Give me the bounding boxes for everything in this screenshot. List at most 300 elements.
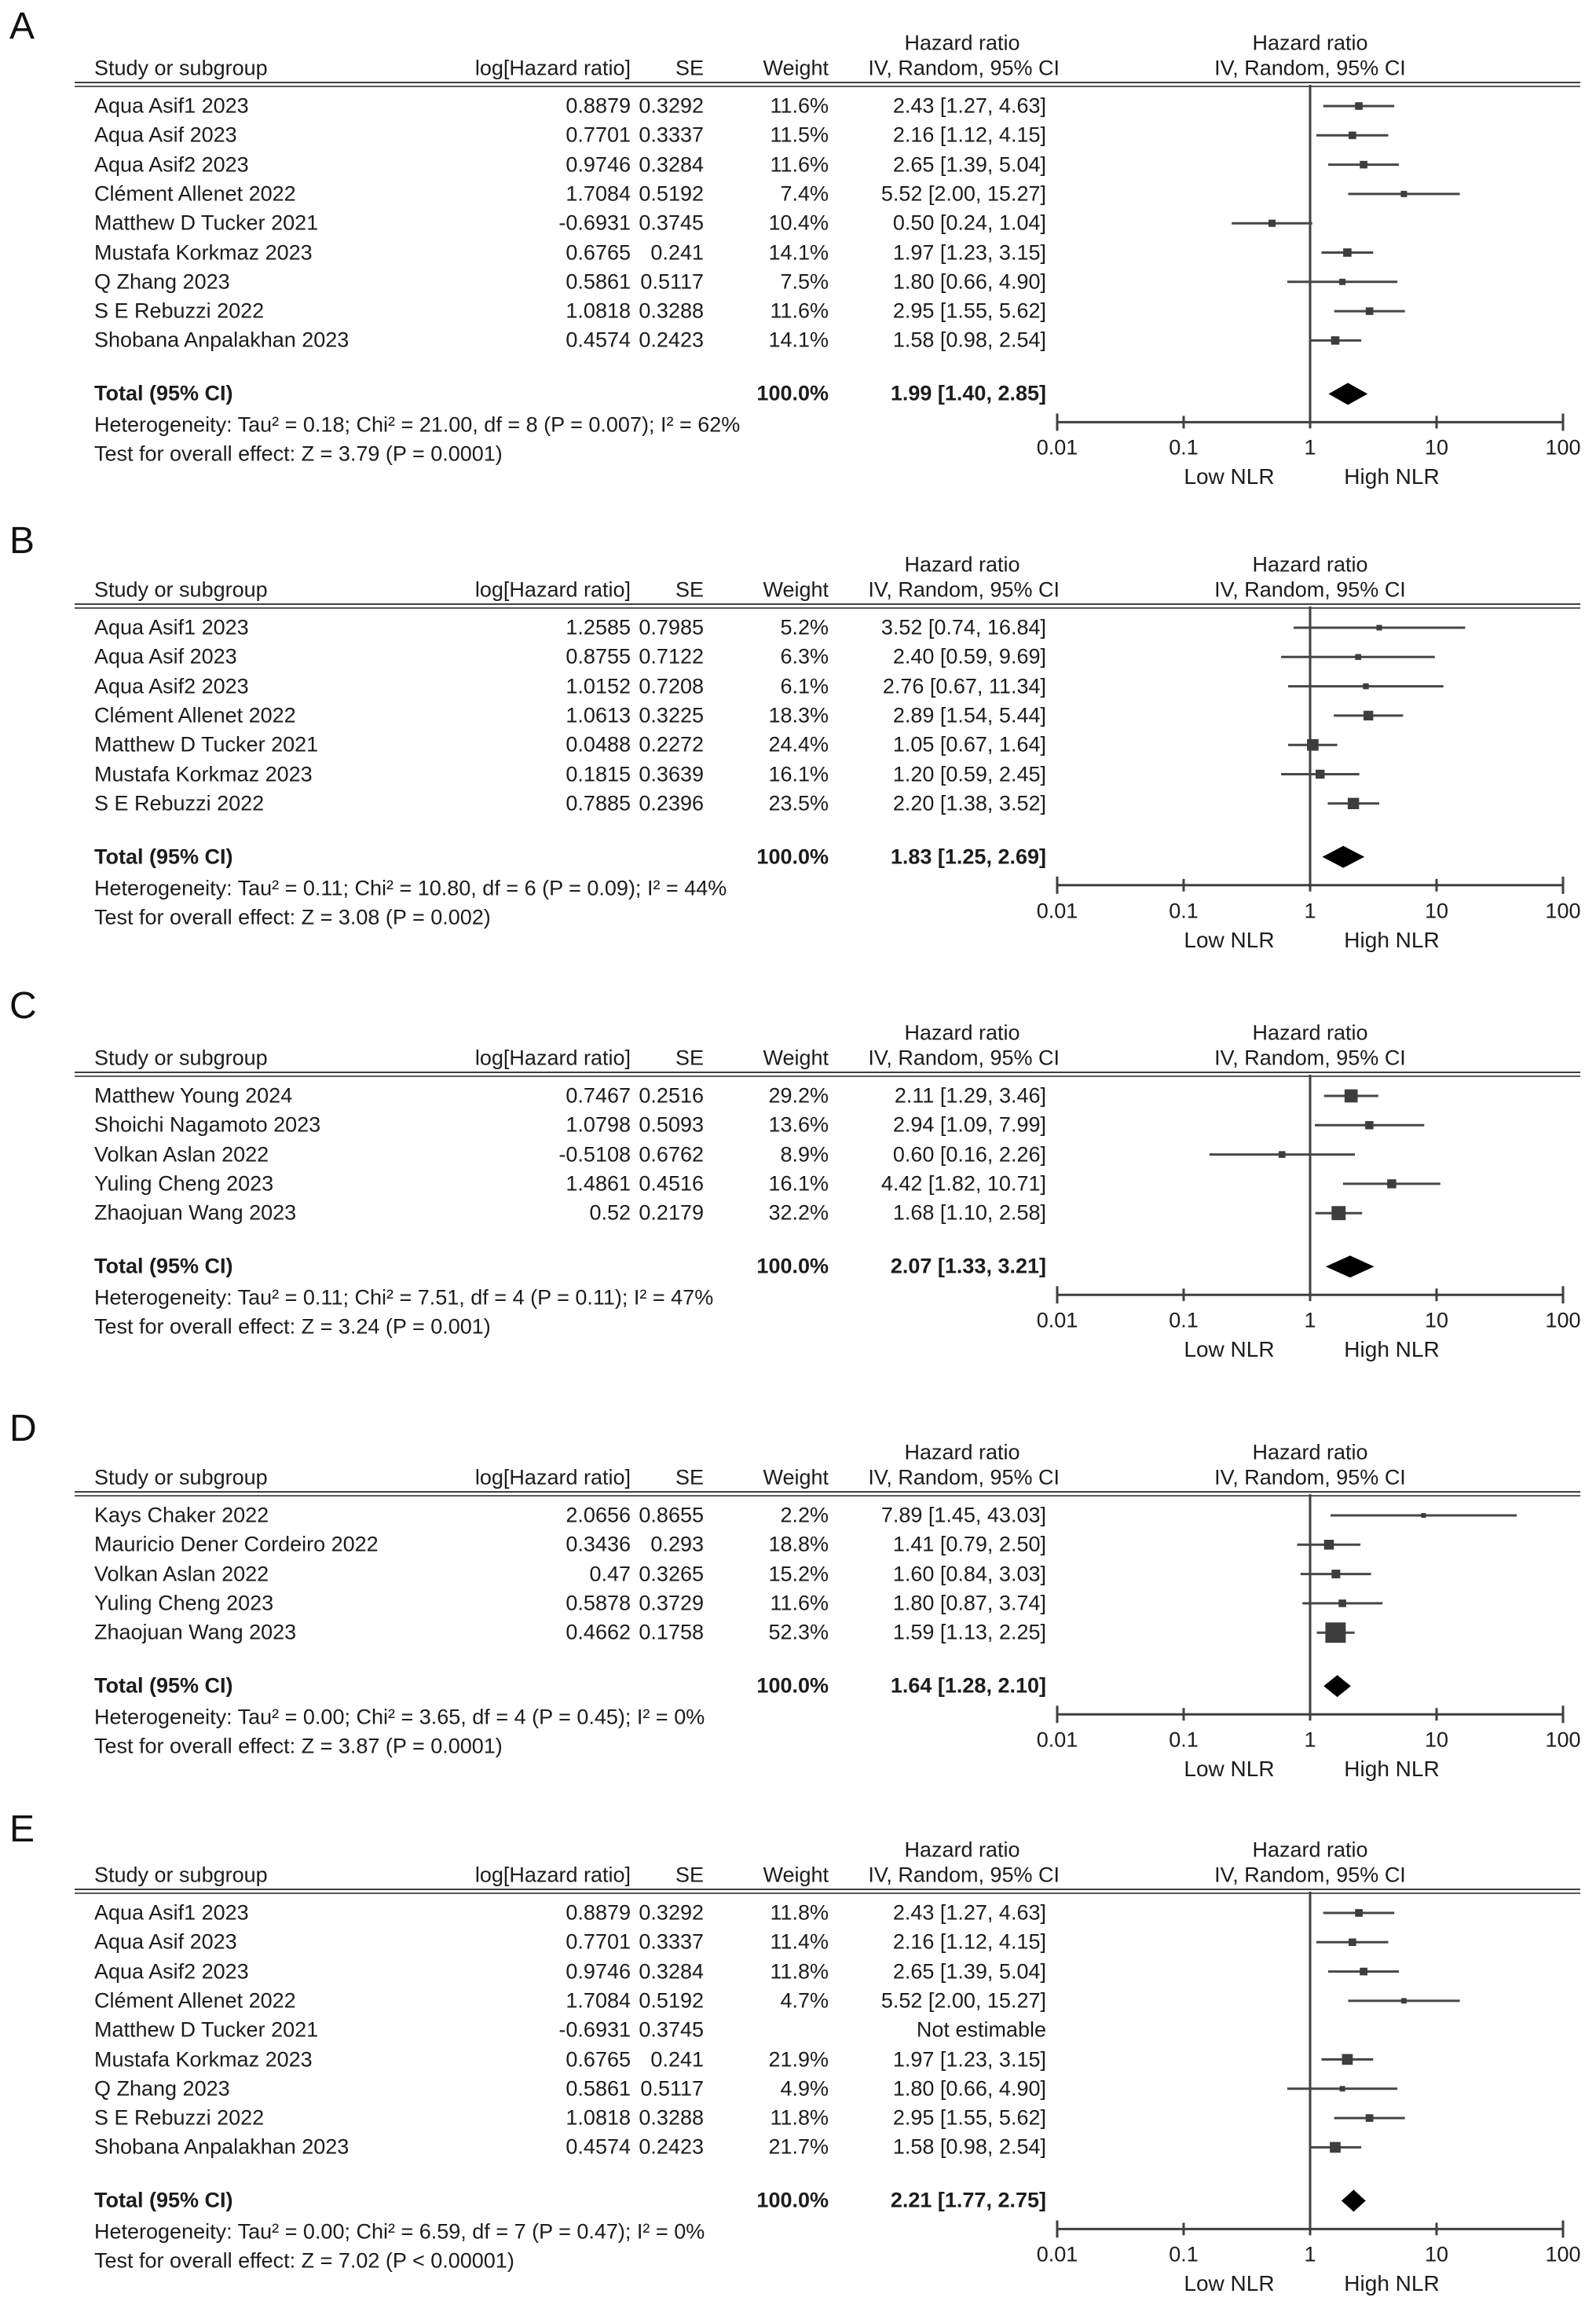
study-name: Aqua Asif 2023	[94, 644, 237, 669]
effect-square	[1401, 1998, 1407, 2003]
weight-value: 21.9%	[768, 2047, 829, 2071]
ci-text: 2.76 [0.67, 11.34]	[882, 674, 1046, 698]
effect-square	[1324, 1540, 1334, 1550]
ci-text: 1.05 [0.67, 1.64]	[892, 732, 1046, 757]
panel-letter: B	[9, 520, 35, 562]
ci-text: 2.43 [1.27, 4.63]	[892, 93, 1046, 118]
weight-value: 11.5%	[770, 123, 829, 147]
study-name: Aqua Asif2 2023	[94, 152, 249, 177]
heterogeneity-text: Heterogeneity: Tau² = 0.00; Chi² = 3.65, df = 4 (P = 0.45); I² = 0%	[94, 1705, 705, 1729]
log-hr-value: 0.4662	[566, 1620, 631, 1644]
ci-text: 2.89 [1.54, 5.44]	[892, 703, 1046, 727]
effect-square	[1339, 279, 1345, 285]
x-axis-tick-label: 10	[1424, 1728, 1449, 1752]
x-axis-tick-label: 0.1	[1169, 899, 1199, 923]
weight-value: 10.4%	[768, 211, 829, 235]
log-hr-value: 0.1815	[566, 762, 631, 786]
log-hr-value: 1.0613	[566, 703, 631, 727]
log-hr-value: 1.7084	[566, 1988, 631, 2013]
se-value: 0.5192	[639, 181, 704, 206]
plot-title: Hazard ratio	[1252, 1020, 1368, 1045]
se-value: 0.2423	[639, 328, 704, 352]
ci-text: 5.52 [2.00, 15.27]	[880, 1988, 1046, 2013]
se-value: 0.3745	[639, 211, 704, 235]
ci-text: 1.59 [1.13, 2.25]	[892, 1620, 1046, 1644]
effect-square	[1345, 1090, 1358, 1103]
study-name: Mustafa Korkmaz 2023	[94, 2047, 313, 2071]
se-value: 0.3292	[639, 1900, 704, 1925]
plot-title: Hazard ratio	[1252, 1838, 1368, 1862]
col-header-weight: Weight	[763, 1863, 829, 1887]
weight-value: 24.4%	[768, 732, 829, 757]
x-axis-tick-label: 0.1	[1169, 2242, 1199, 2266]
log-hr-value: 0.3436	[566, 1532, 631, 1556]
ci-text: 2.95 [1.55, 5.62]	[892, 299, 1046, 323]
ci-text: 2.11 [1.29, 3.46]	[894, 1083, 1046, 1108]
se-value: 0.3284	[639, 1959, 704, 1984]
total-label: Total (95% CI)	[94, 845, 233, 869]
effect-square	[1316, 770, 1324, 779]
ci-text: 2.65 [1.39, 5.04]	[892, 152, 1046, 177]
forest-plot-panel-A	[1021, 85, 1596, 434]
weight-value: 4.9%	[780, 2076, 829, 2101]
se-value: 0.3225	[639, 703, 704, 727]
x-axis-tick-label: 10	[1424, 2242, 1449, 2266]
se-value: 0.3265	[639, 1562, 704, 1586]
weight-value: 11.4%	[770, 1929, 829, 1954]
x-axis-tick-label: 1	[1304, 899, 1316, 923]
weight-value: 15.2%	[768, 1562, 829, 1586]
se-value: 0.3288	[639, 299, 704, 323]
total-ci-text: 2.07 [1.33, 3.21]	[890, 1254, 1046, 1278]
effect-square	[1279, 1151, 1286, 1158]
x-axis-tick-label: 0.1	[1169, 1308, 1199, 1332]
log-hr-value: 0.9746	[566, 152, 631, 177]
ci-text: 1.60 [0.84, 3.03]	[892, 1562, 1046, 1586]
ci-text: 2.95 [1.55, 5.62]	[892, 2105, 1046, 2130]
overall-effect-text: Test for overall effect: Z = 3.08 (P = 0.002)	[94, 905, 491, 929]
col-header-study: Study or subgroup	[94, 56, 268, 80]
effect-square	[1364, 711, 1373, 720]
x-axis-tick-label: 100	[1545, 435, 1581, 460]
se-value: 0.3337	[639, 1929, 704, 1954]
total-weight: 100.0%	[756, 2188, 829, 2212]
se-value: 0.2272	[639, 732, 704, 757]
se-value: 0.5192	[639, 1988, 704, 2013]
se-value: 0.3288	[639, 2105, 704, 2130]
plot-subtitle: IV, Random, 95% CI	[1214, 577, 1406, 602]
total-weight: 100.0%	[756, 845, 829, 869]
col-header-weight: Weight	[763, 56, 829, 80]
col-header-weight: Weight	[763, 1046, 829, 1070]
log-hr-value: 0.8755	[566, 644, 631, 669]
col-header-study: Study or subgroup	[94, 577, 268, 602]
se-value: 0.3729	[639, 1591, 704, 1615]
forest-plot-panel-C	[1021, 1075, 1596, 1307]
pooled-diamond	[1342, 2189, 1366, 2211]
col-header-study: Study or subgroup	[94, 1046, 268, 1070]
log-hr-value: -0.5108	[558, 1142, 631, 1167]
ci-text: 7.89 [1.45, 43.03]	[880, 1503, 1046, 1527]
col-header-log-hr: log[Hazard ratio]	[474, 1465, 631, 1489]
se-value: 0.1758	[639, 1620, 704, 1644]
forest-plot-panel-B	[1021, 606, 1596, 898]
weight-value: 11.8%	[770, 1959, 829, 1984]
log-hr-value: 0.4574	[566, 2134, 631, 2159]
axis-label-low-nlr: Low NLR	[1184, 2271, 1275, 2296]
study-name: Q Zhang 2023	[94, 2076, 230, 2101]
effect-square	[1340, 2086, 1345, 2091]
total-ci-text: 1.83 [1.25, 2.69]	[890, 845, 1046, 869]
weight-value: 16.1%	[768, 1171, 829, 1196]
study-name: Matthew D Tucker 2021	[94, 2017, 319, 2042]
col-header-hazard-ratio-title: Hazard ratio	[904, 1838, 1020, 1862]
se-value: 0.3337	[639, 123, 704, 147]
study-name: Aqua Asif1 2023	[94, 1900, 249, 1925]
col-header-ci: IV, Random, 95% CI	[868, 1465, 1060, 1489]
se-value: 0.4516	[639, 1171, 704, 1196]
log-hr-value: 0.8879	[566, 1900, 631, 1925]
log-hr-value: 0.5861	[566, 269, 631, 294]
log-hr-value: 2.0656	[566, 1503, 631, 1527]
effect-square	[1366, 2114, 1374, 2122]
log-hr-value: 0.4574	[566, 328, 631, 352]
effect-square	[1421, 1513, 1426, 1518]
effect-square	[1366, 307, 1374, 315]
se-value: 0.2179	[639, 1200, 704, 1225]
study-name: Matthew D Tucker 2021	[94, 211, 319, 235]
log-hr-value: 0.7467	[566, 1083, 631, 1108]
weight-value: 11.6%	[770, 152, 829, 177]
col-header-log-hr: log[Hazard ratio]	[474, 1863, 631, 1887]
ci-text: 1.80 [0.87, 3.74]	[892, 1591, 1046, 1615]
se-value: 0.5117	[640, 269, 704, 294]
axis-label-high-nlr: High NLR	[1344, 1337, 1440, 1362]
study-name: S E Rebuzzi 2022	[94, 299, 265, 323]
effect-square	[1348, 798, 1359, 809]
x-axis-tick-label: 10	[1424, 435, 1449, 460]
weight-value: 21.7%	[768, 2134, 829, 2159]
col-header-hazard-ratio-title: Hazard ratio	[904, 552, 1020, 577]
plot-subtitle: IV, Random, 95% CI	[1214, 1465, 1406, 1489]
se-value: 0.2423	[639, 2134, 704, 2159]
ci-text: 2.94 [1.09, 7.99]	[892, 1112, 1046, 1137]
study-name: Yuling Cheng 2023	[94, 1591, 274, 1615]
plot-subtitle: IV, Random, 95% CI	[1214, 56, 1406, 80]
log-hr-value: 0.0488	[566, 732, 631, 757]
x-axis-tick-label: 0.1	[1169, 435, 1199, 460]
axis-label-high-nlr: High NLR	[1344, 464, 1440, 489]
ci-text: 2.40 [0.59, 9.69]	[892, 644, 1046, 669]
effect-square	[1331, 1570, 1340, 1578]
x-axis-tick-label: 10	[1424, 899, 1449, 923]
forest-plot-panel-E	[1021, 1892, 1596, 2241]
col-header-study: Study or subgroup	[94, 1863, 268, 1887]
study-name: Volkan Aslan 2022	[94, 1562, 269, 1586]
x-axis-tick-label: 0.01	[1036, 435, 1078, 460]
total-label: Total (95% CI)	[94, 1254, 233, 1278]
heterogeneity-text: Heterogeneity: Tau² = 0.00; Chi² = 6.59, df = 7 (P = 0.47); I² = 0%	[94, 2219, 705, 2244]
weight-value: 8.9%	[780, 1142, 829, 1167]
heterogeneity-text: Heterogeneity: Tau² = 0.11; Chi² = 7.51, df = 4 (P = 0.11); I² = 47%	[94, 1285, 714, 1310]
weight-value: 14.1%	[768, 240, 829, 264]
effect-square	[1365, 1121, 1373, 1129]
panel-letter: A	[9, 5, 35, 47]
se-value: 0.3639	[639, 762, 704, 786]
log-hr-value: 0.5878	[566, 1591, 631, 1615]
col-header-ci: IV, Random, 95% CI	[868, 577, 1060, 602]
study-name: Clément Allenet 2022	[94, 703, 296, 727]
axis-label-low-nlr: Low NLR	[1184, 1757, 1275, 1782]
effect-square	[1331, 1206, 1345, 1220]
effect-square	[1376, 625, 1382, 630]
col-header-se: SE	[675, 1465, 704, 1489]
log-hr-value: 0.9746	[566, 1959, 631, 1984]
axis-label-high-nlr: High NLR	[1344, 2271, 1440, 2296]
study-name: Yuling Cheng 2023	[94, 1171, 274, 1196]
effect-square	[1349, 1939, 1356, 1947]
study-name: Aqua Asif 2023	[94, 123, 237, 147]
effect-square	[1349, 132, 1356, 140]
col-header-ci: IV, Random, 95% CI	[868, 1046, 1060, 1070]
total-weight: 100.0%	[756, 1673, 829, 1698]
col-header-hazard-ratio-title: Hazard ratio	[904, 31, 1020, 55]
weight-value: 16.1%	[768, 762, 829, 786]
col-header-ci: IV, Random, 95% CI	[868, 1863, 1060, 1887]
x-axis-tick-label: 1	[1304, 1728, 1316, 1752]
study-name: Shobana Anpalakhan 2023	[94, 2134, 350, 2159]
study-name: Aqua Asif2 2023	[94, 674, 249, 698]
effect-square	[1355, 1909, 1363, 1917]
se-value: 0.293	[650, 1532, 704, 1556]
overall-effect-text: Test for overall effect: Z = 3.79 (P = 0.0001)	[94, 442, 503, 466]
log-hr-value: 0.47	[589, 1562, 631, 1586]
se-value: 0.5093	[639, 1112, 704, 1137]
log-hr-value: -0.6931	[558, 211, 631, 235]
ci-text: 1.97 [1.23, 3.15]	[892, 2047, 1046, 2071]
se-value: 0.7208	[639, 674, 704, 698]
total-label: Total (95% CI)	[94, 2188, 233, 2212]
weight-value: 18.8%	[768, 1532, 829, 1556]
effect-square	[1360, 1968, 1367, 1976]
effect-square	[1330, 2142, 1341, 2153]
study-name: Kays Chaker 2022	[94, 1503, 269, 1527]
axis-label-low-nlr: Low NLR	[1184, 1337, 1275, 1362]
study-name: Zhaojuan Wang 2023	[94, 1620, 297, 1644]
weight-value: 7.4%	[780, 181, 829, 206]
plot-title: Hazard ratio	[1252, 1440, 1368, 1464]
ci-text: 1.20 [0.59, 2.45]	[892, 762, 1046, 786]
plot-title: Hazard ratio	[1252, 31, 1368, 55]
se-value: 0.2516	[639, 1083, 704, 1108]
ci-text: 3.52 [0.74, 16.84]	[880, 615, 1046, 639]
overall-effect-text: Test for overall effect: Z = 3.24 (P = 0.001)	[94, 1314, 491, 1339]
study-name: Shobana Anpalakhan 2023	[94, 328, 350, 352]
log-hr-value: 0.6765	[566, 240, 631, 264]
overall-effect-text: Test for overall effect: Z = 7.02 (P < 0.00001)	[94, 2248, 514, 2273]
study-name: Mustafa Korkmaz 2023	[94, 240, 313, 264]
ci-text: 2.16 [1.12, 4.15]	[892, 123, 1046, 147]
log-hr-value: 0.52	[589, 1200, 631, 1225]
study-name: Q Zhang 2023	[94, 269, 230, 294]
x-axis-tick-label: 0.01	[1036, 1308, 1078, 1332]
study-name: Aqua Asif2 2023	[94, 1959, 249, 1984]
x-axis-tick-label: 1	[1304, 435, 1316, 460]
pooled-diamond	[1326, 1255, 1375, 1277]
total-weight: 100.0%	[756, 381, 829, 405]
weight-value: 4.7%	[780, 1988, 829, 2013]
weight-value: 14.1%	[768, 328, 829, 352]
heterogeneity-text: Heterogeneity: Tau² = 0.11; Chi² = 10.80, df = 6 (P = 0.09); I² = 44%	[94, 876, 727, 900]
ci-text: 0.60 [0.16, 2.26]	[892, 1142, 1046, 1167]
total-weight: 100.0%	[756, 1254, 829, 1278]
study-name: Shoichi Nagamoto 2023	[94, 1112, 321, 1137]
x-axis-tick-label: 100	[1545, 899, 1581, 923]
weight-value: 7.5%	[780, 269, 829, 294]
se-value: 0.3292	[639, 93, 704, 118]
log-hr-value: 1.0798	[566, 1112, 631, 1137]
log-hr-value: 0.8879	[566, 93, 631, 118]
weight-value: 11.8%	[770, 1900, 829, 1925]
ci-text: 2.20 [1.38, 3.52]	[892, 791, 1046, 815]
effect-square	[1343, 248, 1352, 257]
ci-text: 1.80 [0.66, 4.90]	[892, 2076, 1046, 2101]
x-axis-tick-label: 0.01	[1036, 2242, 1078, 2266]
overall-effect-text: Test for overall effect: Z = 3.87 (P = 0.0001)	[94, 1734, 503, 1758]
col-header-se: SE	[675, 56, 704, 80]
col-header-log-hr: log[Hazard ratio]	[474, 577, 631, 602]
ci-text: 0.50 [0.24, 1.04]	[892, 211, 1046, 235]
effect-square	[1363, 683, 1368, 689]
log-hr-value: 1.0152	[566, 674, 631, 698]
weight-value: 11.6%	[770, 93, 829, 118]
weight-value: 2.2%	[780, 1503, 829, 1527]
study-name: Clément Allenet 2022	[94, 1988, 296, 2013]
pooled-diamond	[1329, 383, 1368, 405]
panel-letter: E	[9, 1808, 35, 1850]
col-header-hazard-ratio-title: Hazard ratio	[904, 1020, 1020, 1045]
effect-square	[1355, 654, 1361, 661]
col-header-se: SE	[675, 577, 704, 602]
se-value: 0.6762	[639, 1142, 704, 1167]
x-axis-tick-label: 1	[1304, 1308, 1316, 1332]
weight-value: 6.3%	[780, 644, 829, 669]
axis-label-high-nlr: High NLR	[1344, 1757, 1440, 1782]
log-hr-value: 1.4861	[566, 1171, 631, 1196]
log-hr-value: 1.0818	[566, 2105, 631, 2130]
total-label: Total (95% CI)	[94, 381, 233, 405]
ci-text: 2.43 [1.27, 4.63]	[892, 1900, 1046, 1925]
study-name: Zhaojuan Wang 2023	[94, 1200, 297, 1225]
effect-square	[1387, 1179, 1396, 1188]
forest-plot-panel-D	[1021, 1494, 1596, 1727]
se-value: 0.2396	[639, 791, 704, 815]
x-axis-tick-label: 0.1	[1169, 1728, 1199, 1752]
col-header-weight: Weight	[763, 1465, 829, 1489]
plot-subtitle: IV, Random, 95% CI	[1214, 1863, 1406, 1887]
log-hr-value: 0.7701	[566, 123, 631, 147]
total-label: Total (95% CI)	[94, 1673, 233, 1698]
col-header-se: SE	[675, 1046, 704, 1070]
x-axis-tick-label: 10	[1424, 1308, 1449, 1332]
weight-value: 29.2%	[768, 1083, 829, 1108]
pooled-diamond	[1323, 846, 1365, 868]
heterogeneity-text: Heterogeneity: Tau² = 0.18; Chi² = 21.00, df = 8 (P = 0.007); I² = 62%	[94, 412, 741, 437]
log-hr-value: 0.6765	[566, 2047, 631, 2071]
weight-value: 23.5%	[768, 791, 829, 815]
ci-text: 1.58 [0.98, 2.54]	[892, 328, 1046, 352]
se-value: 0.3284	[639, 152, 704, 177]
total-ci-text: 1.99 [1.40, 2.85]	[890, 381, 1046, 405]
x-axis-tick-label: 0.01	[1036, 899, 1078, 923]
x-axis-tick-label: 0.01	[1036, 1728, 1078, 1752]
weight-value: 11.6%	[770, 1591, 829, 1615]
x-axis-tick-label: 100	[1545, 1308, 1581, 1332]
ci-text: 1.80 [0.66, 4.90]	[892, 269, 1046, 294]
log-hr-value: 0.7885	[566, 791, 631, 815]
total-ci-text: 2.21 [1.77, 2.75]	[890, 2188, 1046, 2212]
ci-text: 2.65 [1.39, 5.04]	[892, 1959, 1046, 1984]
weight-value: 52.3%	[768, 1620, 829, 1644]
study-name: Aqua Asif 2023	[94, 1929, 237, 1954]
se-value: 0.7985	[639, 615, 704, 639]
log-hr-value: 0.5861	[566, 2076, 631, 2101]
weight-value: 11.8%	[770, 2105, 829, 2130]
study-name: Aqua Asif1 2023	[94, 93, 249, 118]
study-name: Matthew D Tucker 2021	[94, 732, 319, 757]
effect-square	[1342, 2054, 1353, 2065]
x-axis-tick-label: 100	[1545, 1728, 1581, 1752]
log-hr-value: 0.7701	[566, 1929, 631, 1954]
effect-square	[1307, 739, 1319, 751]
axis-label-low-nlr: Low NLR	[1184, 464, 1275, 489]
ci-text: 4.42 [1.82, 10.71]	[880, 1171, 1046, 1196]
col-header-se: SE	[675, 1863, 704, 1887]
plot-title: Hazard ratio	[1252, 552, 1368, 577]
se-value: 0.7122	[639, 644, 704, 669]
col-header-ci: IV, Random, 95% CI	[868, 56, 1060, 80]
axis-label-low-nlr: Low NLR	[1184, 927, 1275, 952]
effect-square	[1325, 1622, 1345, 1643]
log-hr-value: 1.7084	[566, 181, 631, 206]
effect-square	[1338, 1599, 1346, 1607]
effect-square	[1268, 220, 1276, 227]
col-header-weight: Weight	[763, 577, 829, 602]
se-value: 0.5117	[640, 2076, 704, 2101]
panel-letter: C	[9, 985, 37, 1027]
effect-square	[1331, 336, 1340, 345]
se-value: 0.241	[650, 240, 704, 264]
ci-text: 1.97 [1.23, 3.15]	[892, 240, 1046, 264]
study-name: Mauricio Dener Cordeiro 2022	[94, 1532, 379, 1556]
weight-value: 13.6%	[768, 1112, 829, 1137]
ci-text: 2.16 [1.12, 4.15]	[892, 1929, 1046, 1954]
study-name: S E Rebuzzi 2022	[94, 791, 265, 815]
ci-text: Not estimable	[916, 2017, 1046, 2042]
ci-text: 1.41 [0.79, 2.50]	[892, 1532, 1046, 1556]
study-name: S E Rebuzzi 2022	[94, 2105, 265, 2130]
total-ci-text: 1.64 [1.28, 2.10]	[890, 1673, 1046, 1698]
col-header-study: Study or subgroup	[94, 1465, 268, 1489]
study-name: Aqua Asif1 2023	[94, 615, 249, 639]
ci-text: 1.68 [1.10, 2.58]	[892, 1200, 1046, 1225]
se-value: 0.8655	[639, 1503, 704, 1527]
col-header-hazard-ratio-title: Hazard ratio	[904, 1440, 1020, 1464]
plot-subtitle: IV, Random, 95% CI	[1214, 1046, 1406, 1070]
panel-letter: D	[9, 1408, 37, 1449]
x-axis-tick-label: 100	[1545, 2242, 1581, 2266]
weight-value: 5.2%	[780, 615, 829, 639]
